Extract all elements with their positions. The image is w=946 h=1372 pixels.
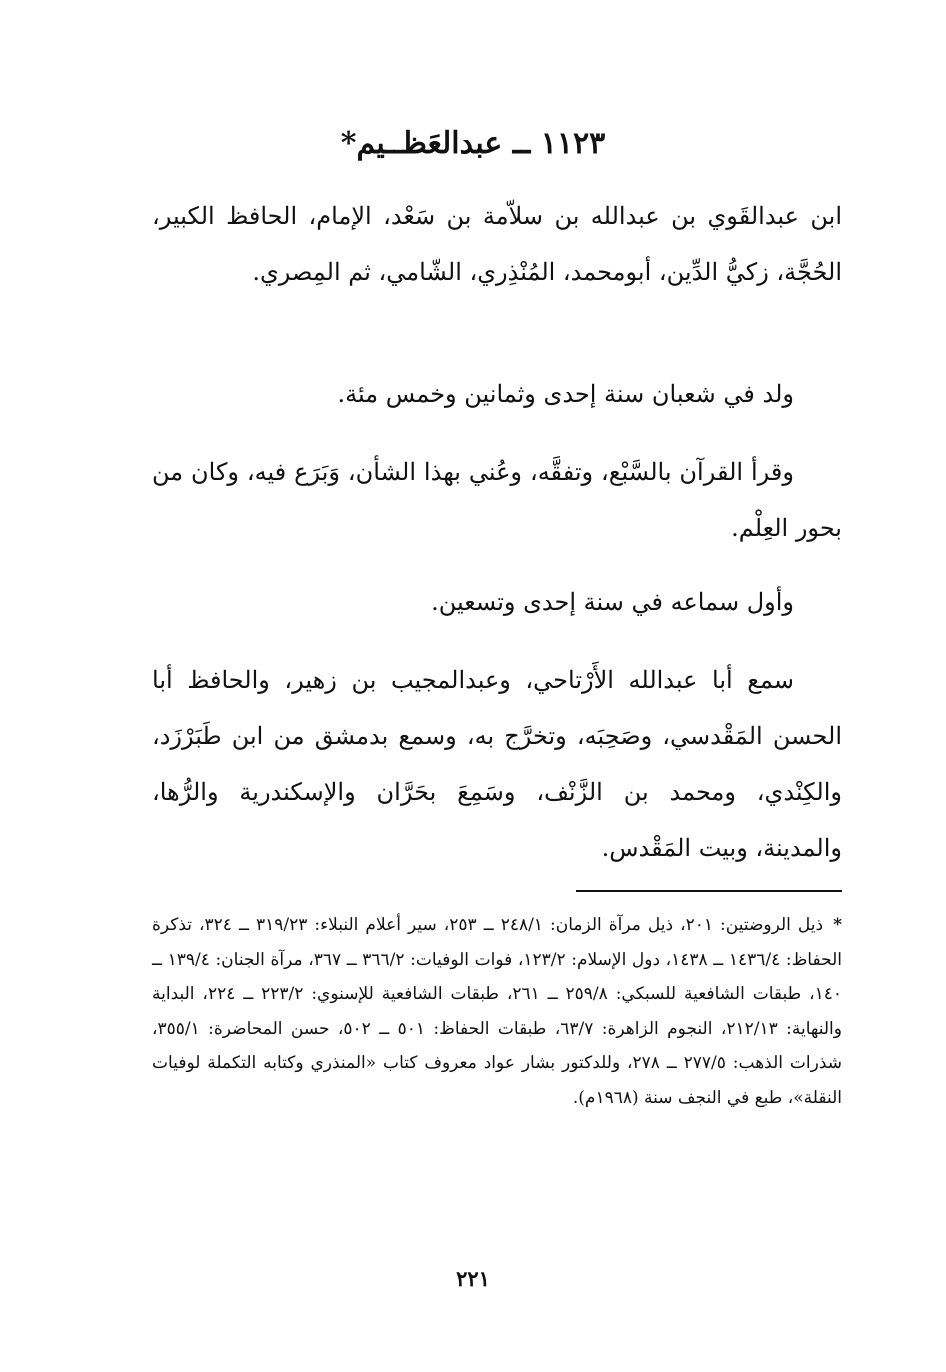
footnote-text: ذيل الروضتين: ٢٠١، ذيل مرآة الزمان: ٢٤٨/١ ــ ٢٥٣، سير أعلام النبلاء: ٣١٩/٢٣ ــ ٣٢٤، تذكرة الحفاظ: ١٤٣٦/٤ ــ ١٤٣٨، دول الإسلام: ١٢٣/٢، فوات الوفيات: ٣٦٦/٢ ــ ٣٦٧، مرآة الجنان: ١٣٩/٤ ــ ١٤٠، طبقات الشافعية للسبكي: ٢٥٩/٨ ــ ٢٦١، طبقات الشافعية للإسنوي: ٢٢٣/٢ ــ ٢٢٤، البداية والنهاية: ٢١٢/١٣، النجوم الزاهرة: ٦٣/٧، طبقات الحفاظ: ٥٠١ ــ ٥٠٢، حسن المحاضرة: ٣٥٥/١، شذرات الذهب: ٢٧٧/٥ ــ ٢٧٨، وللدكتور بشار عواد معروف كتاب «المنذري وكتابه التكملة لوفيات النقلة»، طبع في النجف سنة (١٩٦٨م). <box>152 915 842 1108</box>
paragraph-study: وقرأ القرآن بالسَّبْع، وتفقَّه، وعُني بهذا الشأن، وَبَرَع فيه، وكان من بحور العِلْم. <box>152 458 842 542</box>
paragraph-name-lineage: ابن عبدالقَوي بن عبدالله بن سلاّمة بن سَعْد، الإمام، الحافظ الكبير، الحُجَّة، زكيُّ الدِّين، أبومحمد، المُنْذِري، الشّامي، ثم المِصري. <box>152 202 842 286</box>
paragraph-birth: ولد في شعبان سنة إحدى وثمانين وخمس مئة. <box>337 380 794 408</box>
paragraph-teachers: سمع أبا عبدالله الأَرْتاحي، وعبدالمجيب بن زهير، والحافظ أبا الحسن المَقْدسي، وصَحِبَه، وتخرَّج به، وسمع بدمشق من ابن طَبَرْزَد، والكِنْدي، ومحمد بن الزَّنْف، وسَمِعَ بحَرَّان والإسكندرية والرُّها، والمدينة، وبيت المَقْدس. <box>152 666 842 862</box>
footnote-divider <box>576 890 842 892</box>
page-number: ٢٢١ <box>456 1266 490 1291</box>
entry-heading: ١١٢٣ ــ عبدالعَظــيم* <box>340 126 606 161</box>
footnote <box>152 908 842 1115</box>
footnote-marker: * <box>833 915 842 935</box>
paragraph-first-hearing: وأول سماعه في سنة إحدى وتسعين. <box>431 588 794 616</box>
